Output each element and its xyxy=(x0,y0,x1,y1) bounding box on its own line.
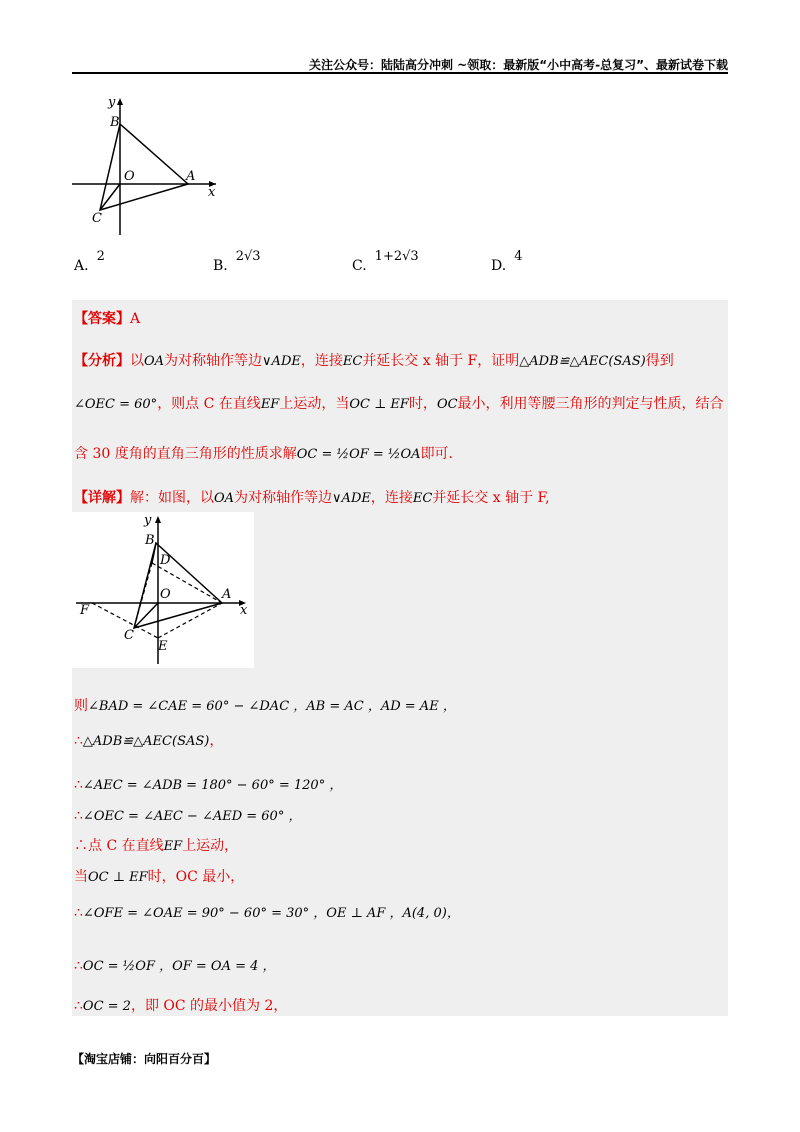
label-y: y xyxy=(108,95,116,110)
step-3 xyxy=(74,774,342,793)
choice-value: 1+2√3 xyxy=(374,249,419,264)
math: EF xyxy=(163,839,183,854)
text: 则 xyxy=(74,698,88,714)
text: 为对称轴作等边 xyxy=(164,353,263,369)
text: 最小，利用等腰三角形的判定与性质，结合 xyxy=(457,396,724,412)
page-header: 关注公众号：陆陆高分冲刺 ~领取：最新版“小中高考-总复习”、最新试卷下载 xyxy=(309,58,728,72)
answer-line xyxy=(74,308,140,328)
math: ∠BAD = ∠CAE = 60° − ∠DAC ，AB = AC ，AD = AE ， xyxy=(88,699,456,714)
label-B: B xyxy=(145,533,155,548)
text: 以 xyxy=(130,353,144,369)
text: 时， xyxy=(408,396,437,412)
text: ∴ xyxy=(74,905,83,921)
text: 上运动，当 xyxy=(279,396,350,412)
text: ∴ xyxy=(74,733,83,749)
text: 并延长交 x 轴于 F, xyxy=(432,490,550,506)
label-y: y xyxy=(144,513,152,528)
text: ，连接 xyxy=(370,490,413,506)
math: OC = 2 xyxy=(82,999,131,1014)
label-D: D xyxy=(160,553,171,568)
math: ∠OFE = ∠OAE = 90° − 60° = 30° ，OE ⊥ AF ，A(4, 0)， xyxy=(82,906,460,921)
math: ∨ADE xyxy=(262,354,301,369)
step-6 xyxy=(74,866,244,886)
figure-construction xyxy=(72,512,254,668)
detail-line-1 xyxy=(74,487,550,507)
text: ，则点 C 在直线 xyxy=(157,396,261,412)
text: 为对称轴作等边 xyxy=(234,490,333,506)
text: 上运动， xyxy=(182,838,239,854)
label-O: O xyxy=(160,587,171,602)
step-2 xyxy=(74,730,223,750)
text: ，即 OC 的最小值为 2， xyxy=(130,998,288,1014)
label-C: C xyxy=(124,628,134,643)
label-F: F xyxy=(80,603,90,618)
math: ∠AEC = ∠ADB = 180° − 60° = 120° ， xyxy=(82,778,343,793)
text: ， xyxy=(209,733,224,749)
text: 含 30 度角的直角三角形的性质求解 xyxy=(74,446,297,462)
choice-letter: B. xyxy=(213,258,228,274)
math: OC ⊥ EF xyxy=(349,397,409,412)
choice-value: 2√3 xyxy=(235,249,261,264)
choice-a[interactable] xyxy=(74,249,105,274)
label-E: E xyxy=(158,639,168,654)
choice-d[interactable] xyxy=(491,249,523,274)
text: ∴ xyxy=(74,777,83,793)
step-1 xyxy=(74,695,456,715)
step-9 xyxy=(74,995,287,1015)
math: ∨ADE xyxy=(332,491,371,506)
math: △ADB≌△AEC(SAS) xyxy=(82,734,210,749)
text: 解：如图，以 xyxy=(130,490,214,506)
label-x: x xyxy=(208,185,216,200)
text: 即可. xyxy=(420,446,454,462)
answer-tag: 【答案】 xyxy=(74,311,130,327)
label-x: x xyxy=(240,603,248,618)
math: OC = ½OF ，OF = OA = 4 ， xyxy=(82,959,276,974)
analysis-line-2 xyxy=(74,393,724,413)
label-A: A xyxy=(222,587,232,602)
analysis-line-1 xyxy=(74,350,674,370)
text: ，连接 xyxy=(300,353,343,369)
text: 并延长交 x 轴于 F，证明 xyxy=(362,353,520,369)
math: OA xyxy=(144,354,165,369)
math: OA xyxy=(214,491,235,506)
label-A: A xyxy=(186,169,196,184)
text: ∴ xyxy=(74,998,83,1014)
figure-coordinate-triangle xyxy=(72,90,232,240)
choice-value: 2 xyxy=(96,249,105,264)
math: ∠OEC = 60° xyxy=(74,397,158,412)
detail-tag: 【详解】 xyxy=(74,490,130,506)
text: ∴点 C 在直线 xyxy=(74,838,164,854)
step-7 xyxy=(74,902,460,921)
label-C: C xyxy=(92,211,102,226)
text: 时，OC 最小， xyxy=(147,869,245,885)
header-rule xyxy=(72,72,728,74)
math: OC = ½OF = ½OA xyxy=(296,447,421,462)
choice-letter: D. xyxy=(491,258,507,274)
math: ∠OEC = ∠AEC − ∠AED = 60° ， xyxy=(82,809,302,824)
label-B: B xyxy=(110,115,120,130)
math: EF xyxy=(260,397,280,412)
text: 得到 xyxy=(645,353,674,369)
choice-letter: A. xyxy=(74,258,89,274)
text: ∴ xyxy=(74,958,83,974)
analysis-tag: 【分析】 xyxy=(74,353,130,369)
page-footer: 【淘宝店铺：向阳百分百】 xyxy=(72,1052,217,1066)
choice-letter: C. xyxy=(352,258,367,274)
analysis-line-3 xyxy=(74,443,453,463)
choice-b[interactable] xyxy=(213,249,261,274)
text: ∴ xyxy=(74,808,83,824)
choice-c[interactable] xyxy=(352,249,419,274)
step-8 xyxy=(74,955,276,974)
step-5 xyxy=(74,835,238,855)
math: OC xyxy=(436,397,458,412)
math: OC ⊥ EF xyxy=(88,870,148,885)
step-4 xyxy=(74,805,301,824)
answer-value: A xyxy=(130,311,141,327)
label-O: O xyxy=(124,169,135,184)
text: 当 xyxy=(74,869,88,885)
math: EC xyxy=(342,354,363,369)
math: EC xyxy=(412,491,433,506)
choice-value: 4 xyxy=(514,249,523,264)
math: △ADB≌△AEC(SAS) xyxy=(519,354,646,369)
